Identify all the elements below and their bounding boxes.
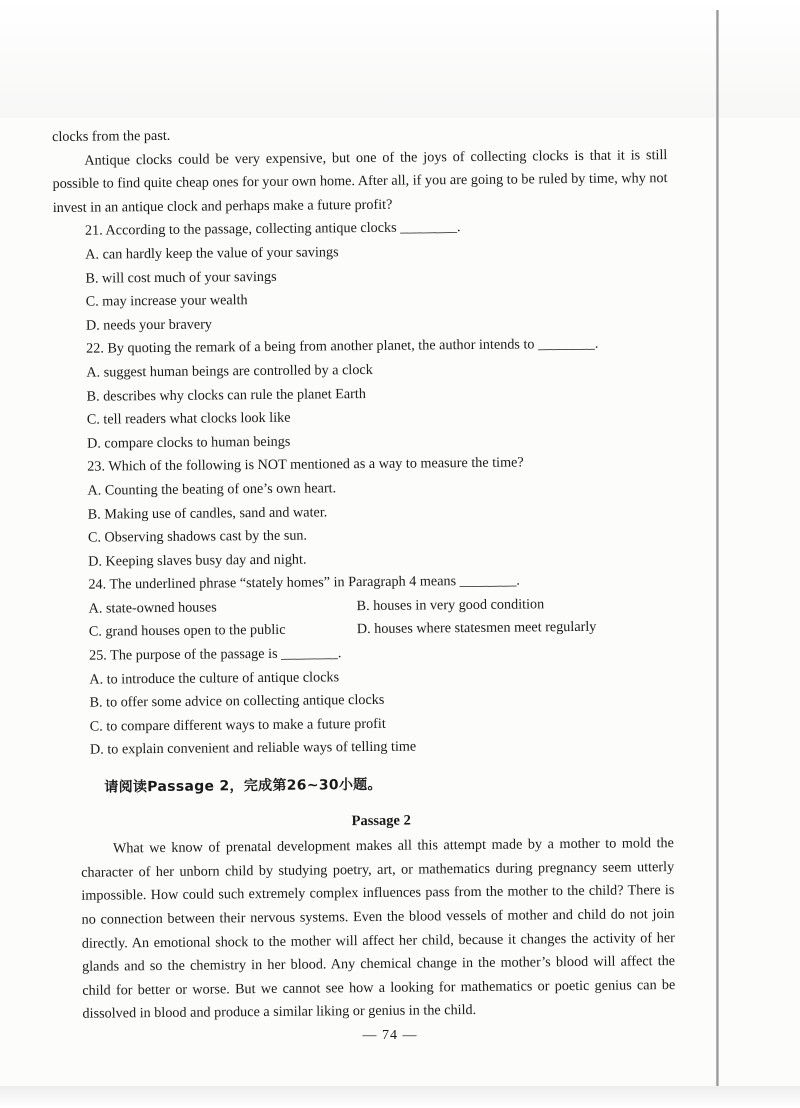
option-d: D. houses where statesmen meet regularly	[356, 619, 597, 638]
question-25	[57, 639, 673, 763]
passage2-paragraph: What we know of prenatal development makes all this attempt made by a mother to mold the character of her unborn child by studying poetry, art, or mathematics during pregnancy seem utterly impossible. How could such extremely complex influences pass from the mother to the child? There is no connection between their nervous systems. Even the blood vessels of mother and child do not join directly. An emotional shock to the mother will affect her child, because it changes the activity of her glands and so the chemistry in her blood. Any chemical change in the mother’s blood will affect the child for better or worse. But we cannot see how a looking for mathematics or poetic genius can be dissolved in blood and produce a similar liking or genius in the child.	[81, 835, 676, 1023]
page-number: — 74 —	[362, 1028, 418, 1043]
question-22	[54, 332, 670, 456]
option-c: C. to compare different ways to make a future profit	[89, 715, 386, 735]
page-bottom-edge	[0, 1086, 800, 1108]
section-instruction: 请阅读Passage 2，完成第26~30小题。	[104, 776, 382, 796]
page-edge-shadow	[716, 10, 719, 1090]
option-b: B. will cost much of your savings	[85, 268, 277, 287]
page-content	[52, 120, 676, 1027]
option-d: D. compare clocks to human beings	[86, 433, 291, 452]
question-23	[55, 450, 671, 574]
question-stem: 21. According to the passage, collecting antique clocks ________.	[84, 219, 461, 240]
option-a: A. state-owned houses	[88, 599, 217, 617]
question-stem: 25. The purpose of the passage is ________.	[89, 645, 342, 664]
option-a: A. suggest human beings are controlled by a clock	[86, 361, 373, 381]
question-24	[56, 568, 672, 645]
option-a: A. to introduce the culture of antique clocks	[89, 668, 340, 688]
question-stem: 22. By quoting the remark of a being from another planet, the author intends to ________.	[86, 336, 599, 358]
option-d: D. needs your bravery	[85, 316, 213, 334]
question-21	[53, 214, 669, 338]
passage1-last-paragraph: Antique clocks could be very expensive, but one of the joys of collecting clocks is that it is still possible to find quite cheap ones for your own home. After all, if you are going to be ruled by time, why not invest in an antique clock and perhaps make a future profit?	[52, 146, 668, 216]
option-d: D. Keeping slaves busy day and night.	[88, 551, 307, 570]
option-b: B. to offer some advice on collecting antique clocks	[89, 692, 385, 711]
option-c: C. grand houses open to the public	[88, 622, 286, 641]
passage2-title: Passage 2	[351, 812, 411, 829]
question-stem: 23. Which of the following is NOT mentioned as a way to measure the time?	[87, 454, 524, 475]
option-d: D. to explain convenient and reliable ways of telling time	[89, 738, 417, 759]
option-c: C. may increase your wealth	[85, 292, 248, 310]
question-stem: 24. The underlined phrase “stately homes” in Paragraph 4 means ________.	[88, 572, 521, 593]
option-c: C. Observing shadows cast by the sun.	[87, 527, 308, 546]
option-a: A. Counting the beating of one’s own heart.	[87, 480, 337, 499]
option-b: B. Making use of candles, sand and water.	[87, 503, 328, 523]
option-a: A. can hardly keep the value of your savings	[85, 244, 339, 263]
option-b: B. houses in very good condition	[356, 596, 545, 614]
passage1-continuation: clocks from the past.	[52, 127, 171, 145]
blank-top-margin	[0, 0, 800, 118]
option-c: C. tell readers what clocks look like	[86, 409, 291, 428]
option-b: B. describes why clocks can rule the planet Earth	[86, 385, 366, 405]
